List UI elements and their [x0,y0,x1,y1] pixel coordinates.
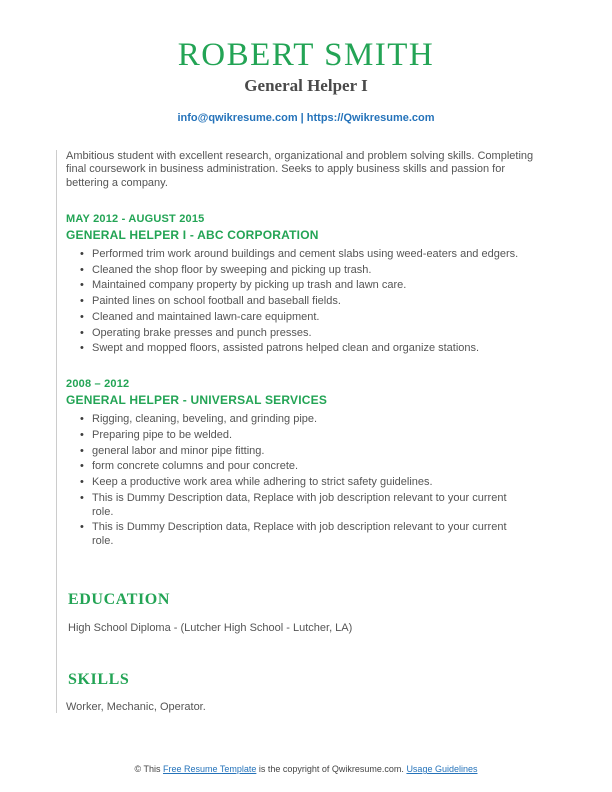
experience-bullet: • This is Dummy Description data, Replace with job description relevant to your current role. [80,521,530,549]
footer-prefix: © This [134,764,163,774]
usage-guidelines-link[interactable]: Usage Guidelines [406,764,478,774]
experience-bullet: • Painted lines on school football and baseball fields. [80,295,530,309]
experience-bullet: • Preparing pipe to be welded. [80,429,530,443]
skills-text: Worker, Mechanic, Operator. [66,701,206,714]
candidate-name: ROBERT SMITH [177,37,435,73]
education-section [66,591,562,635]
candidate-title: General Helper I [244,75,368,95]
resume-body [56,150,562,714]
experience-2-role: GENERAL HELPER - UNIVERSAL SERVICES [66,393,328,408]
experience-section-1 [66,213,562,356]
skills-heading: SKILLS [68,671,130,689]
experience-2-bullet-list [80,413,530,549]
experience-bullet: • form concrete columns and pour concrete. [80,460,530,474]
experience-bullet: • general labor and minor pipe fitting. [80,445,530,459]
experience-bullet: • Performed trim work around buildings and cement slabs using weed-eaters and edgers. [80,248,530,262]
experience-bullet: • Swept and mopped floors, assisted patrons helped clean and organize stations. [80,342,530,356]
experience-bullet: • Cleaned the shop floor by sweeping and picking up trash. [80,264,530,278]
free-resume-template-link[interactable]: Free Resume Template [163,764,257,774]
experience-1-dates: MAY 2012 - AUGUST 2015 [66,212,205,225]
skills-section [66,671,562,713]
contact-line: info@qwikresume.com | https://Qwikresume.com [177,111,435,124]
experience-bullet: • Cleaned and maintained lawn-care equipment. [80,311,530,325]
footer-copyright [0,764,612,774]
experience-1-role: GENERAL HELPER I - ABC CORPORATION [66,227,319,242]
education-list [68,621,562,635]
education-item: High School Diploma - (Lutcher High School - Lutcher, LA) [68,621,353,634]
resume-header [0,38,612,124]
education-heading: EDUCATION [68,590,171,608]
experience-section-2 [66,378,562,549]
summary-paragraph: Ambitious student with excellent research, organizational and problem solving skills. Completing final coursework in business administration. Seeks to apply business skills and passion for bettering a company. [66,149,534,190]
experience-2-dates: 2008 – 2012 [66,378,130,391]
experience-bullet: • This is Dummy Description data, Replace with job description relevant to your current role. [80,492,530,520]
experience-bullet: • Maintained company property by picking up trash and lawn care. [80,279,530,293]
experience-bullet: • Keep a productive work area while adhering to strict safety guidelines. [80,476,530,490]
footer-middle: is the copyright of Qwikresume.com. [256,764,407,774]
experience-bullet: • Operating brake presses and punch presses. [80,327,530,341]
experience-bullet: • Rigging, cleaning, beveling, and grinding pipe. [80,413,530,427]
experience-1-bullet-list [80,248,530,356]
